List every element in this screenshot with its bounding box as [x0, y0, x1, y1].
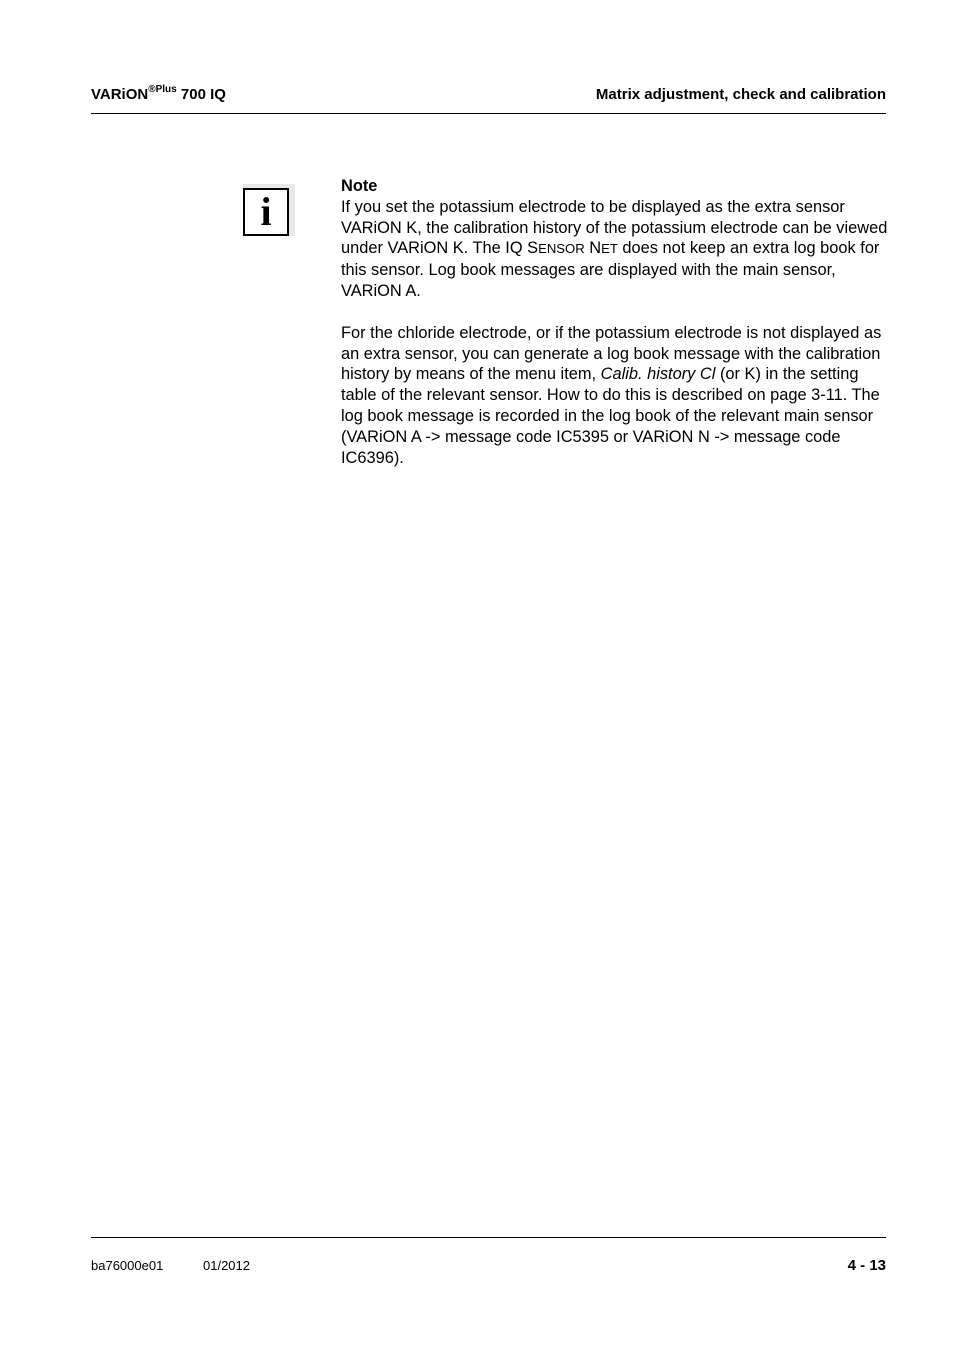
info-icon: [243, 184, 295, 236]
note-paragraph-2: [341, 323, 889, 469]
sensor-rest: ENSOR: [538, 241, 585, 257]
info-icon-glyph: i: [260, 189, 272, 234]
sensor-cap: S: [527, 239, 539, 258]
header-product: [91, 86, 226, 103]
note-paragraph-2-text-b: (or K) in the setting table of the relevant sensor. How to do this is described on page 3-11. The log book message is recorded in the log book of the relevant main sensor (VARiON A -> message code IC5395 or VARiON N -> message code IC6396).: [341, 365, 880, 467]
note-paragraph-1-text-b: does not keep an extra log book for this sensor. Log book messages are displayed with the main sensor, VARiON A.: [341, 239, 880, 300]
product-model: 700 IQ: [180, 86, 226, 103]
page-header: [91, 84, 886, 114]
note-paragraph-1-text-a: If you set the potassium electrode to be displayed as the extra sensor VARiON K, the calibration history of the potassium electrode can be viewed under VARiON K. The IQ: [341, 197, 888, 258]
net-cap: N: [589, 239, 602, 258]
sensor-net-term: [527, 239, 618, 257]
doc-date: 01/2012: [203, 1258, 250, 1273]
net-rest: ET: [601, 241, 618, 257]
note-title: Note: [341, 177, 378, 195]
product-name: VARiON: [91, 86, 149, 103]
info-icon-frame: [243, 188, 289, 236]
note-paragraph-2-text-a: For the chloride electrode, or if the potassium electrode is not displayed as an extra sensor, you can generate a log book message with the calibration history by means of the menu item,: [341, 323, 882, 384]
page-footer: [91, 1237, 886, 1278]
menu-item-reference: Calib. history Cl: [600, 365, 716, 384]
note-content: [341, 176, 889, 468]
header-section-title: Matrix adjustment, check and calibration: [595, 86, 886, 103]
product-superscript: ®Plus: [148, 84, 177, 95]
note-paragraph-1: [341, 197, 889, 302]
doc-number: ba76000e01: [91, 1258, 164, 1273]
page-number: 4 - 13: [847, 1257, 886, 1274]
